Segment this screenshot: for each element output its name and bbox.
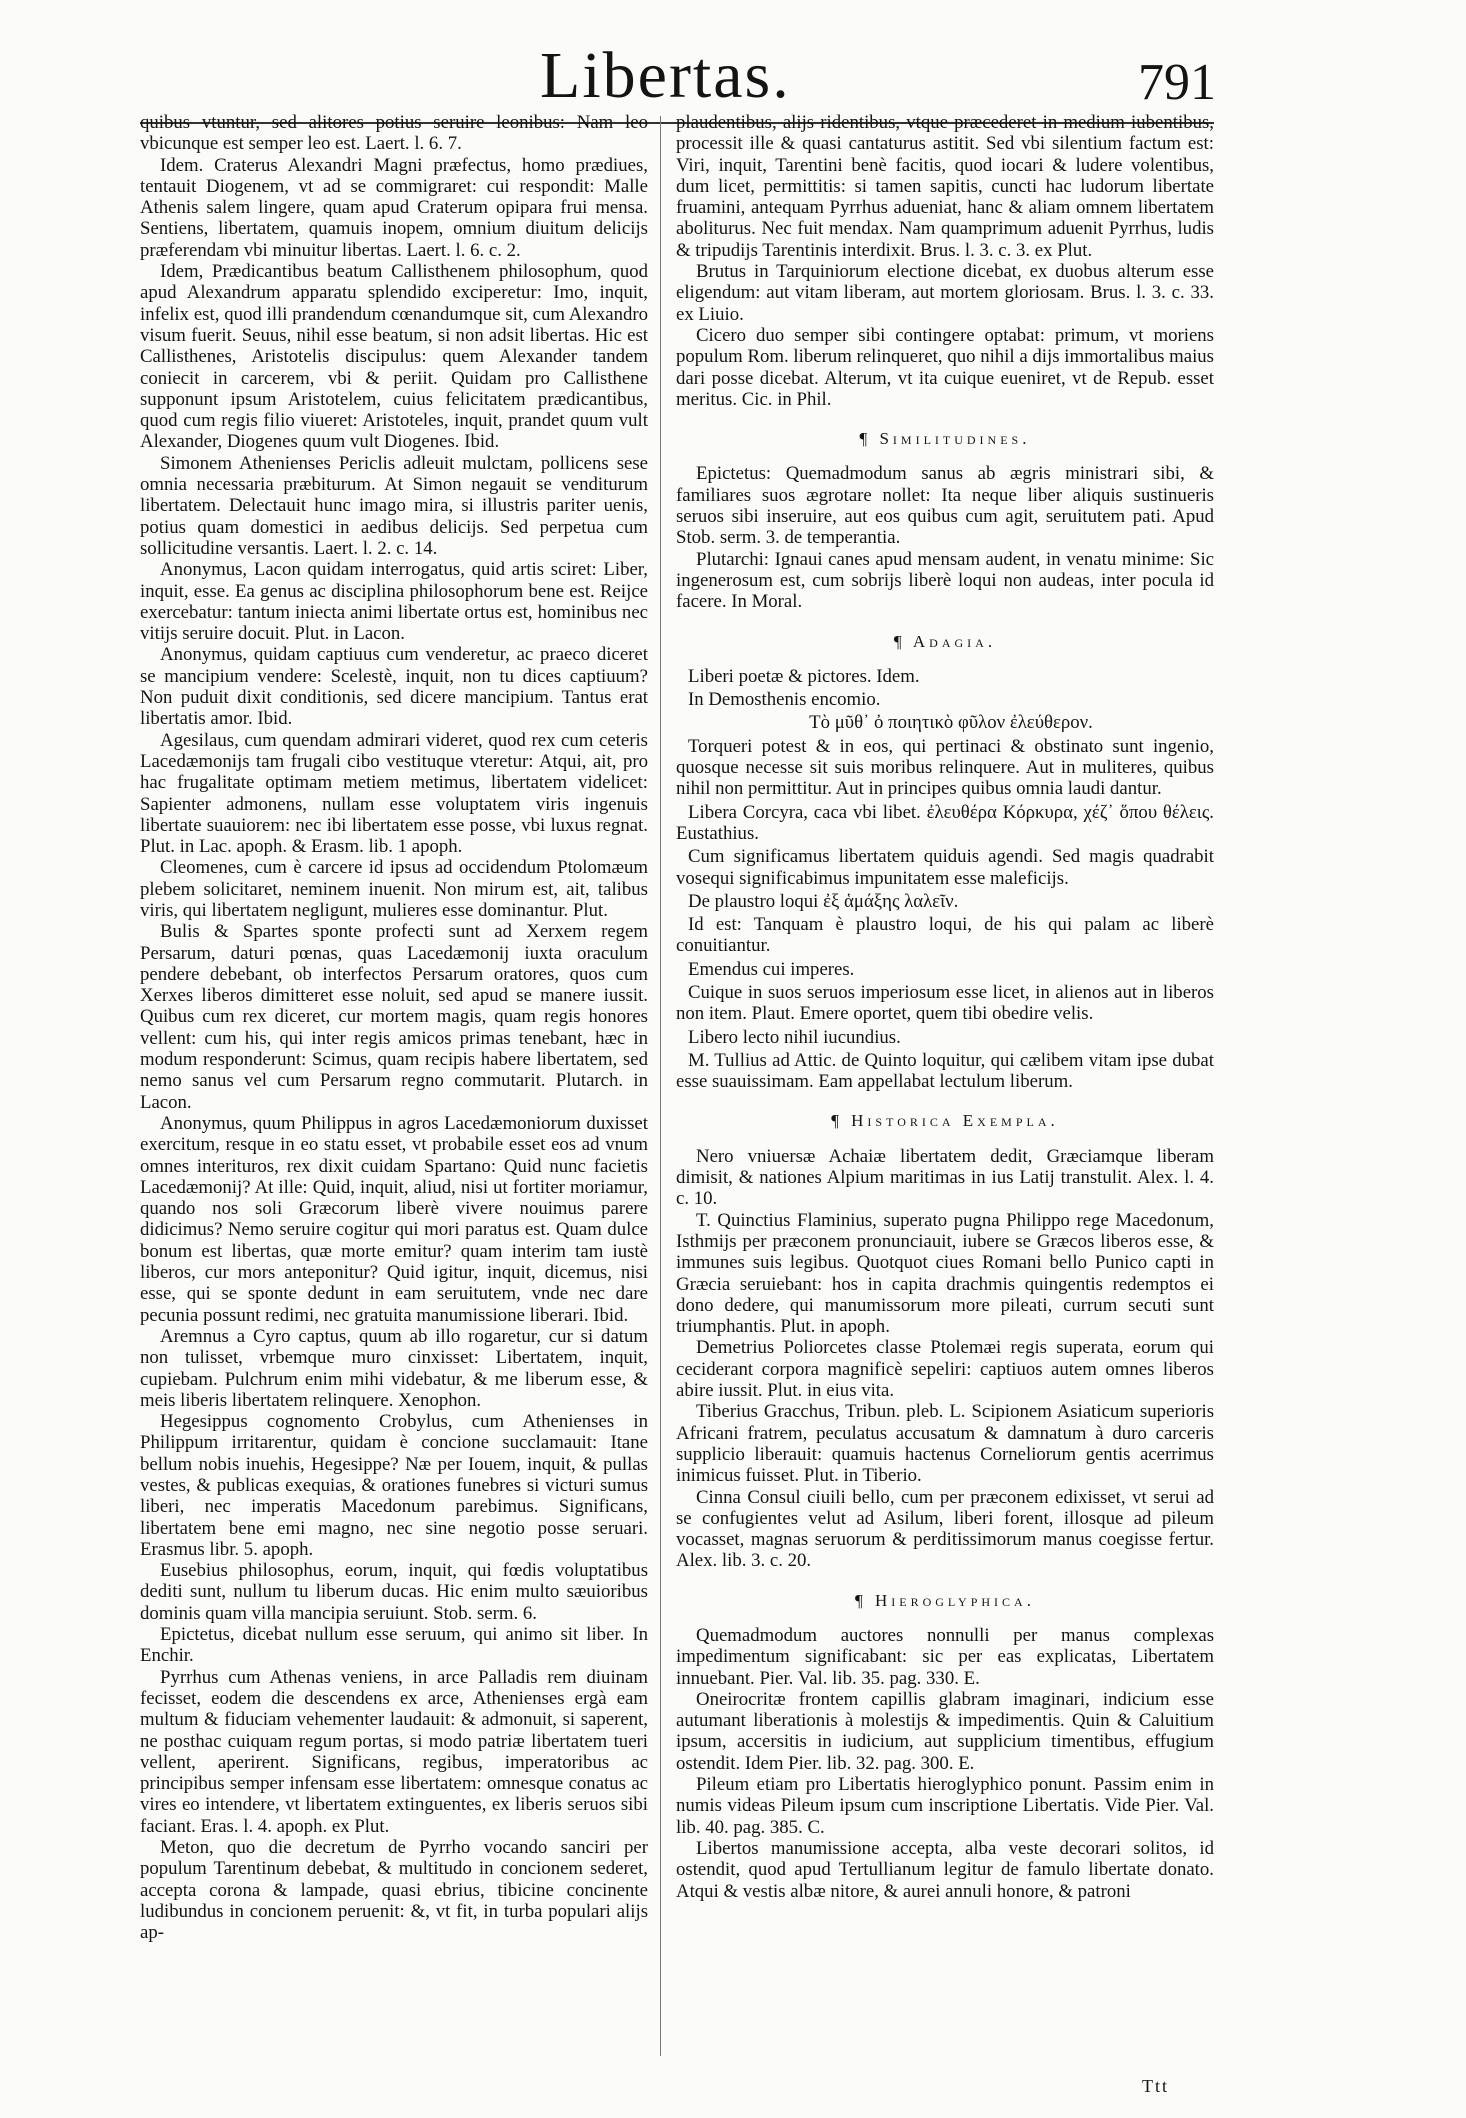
right-paragraph: Brutus in Tarquiniorum electione dicebat, ex duobus alterum esse eligendum: aut vitam liberam, aut mortem gloriosam. Brus. l. 3. c. 33. ex Liuio. bbox=[676, 261, 1214, 325]
hieroglyphicum-entry: Oneirocritæ frontem capillis glabram imaginari, indicium esse autumant liberationis à molestijs & impedimentis. Quin & Caluitium ipsum, accersitis in iudicium, aut supplicium timentibus, effugium ostendit. Idem Pier. lib. 32. pag. 300. E. bbox=[676, 1688, 1214, 1774]
similitudo-entry: Epictetus: Quemadmodum sanus ab ægris ministrari sibi, & familiares suos ægrotare nollet: Ita neque liber aliquis sustinueris seruos sibi inseruire, aut eos quibus cum agit, seruitutem pati. Apud Stob. serm. 3. de temperantia. bbox=[676, 463, 1214, 549]
left-paragraph: Idem. Craterus Alexandri Magni præfectus, homo prædiues, tentauit Diogenem, vt ad se commigraret: cui respondit: Malle Athenis salem lingere, quam apud Craterum opipara frui mensa. Sentiens, libertatem, quamuis inopem, omnium diuitum delicijs præferendam vbi minuitur libertas. Laert. l. 6. c. 2. bbox=[140, 154, 648, 261]
left-paragraph: Meton, quo die decretum de Pyrrho vocando sanciri per populum Tarentinum debebat, & multitudo in concionem sederet, accepta corona & lampade, quasi ebrius, tibicine concinente ludibundus in concionem peruenit: &, vt fit, in turba populari alijs ap- bbox=[140, 1837, 648, 1944]
left-paragraph: Anonymus, quum Philippus in agros Lacedæmoniorum duxisset exercitum, resque in eo statu esset, vt probabile esset eos ad vnum omnes interituros, rex dixit cuidam Spartano: Quid nunc facietis Lacedæmonij? At ille: Quid, inquit, aliud, nisi ut fortiter moriamur, quando nos soli Græcorum liberè vivere nouimus parere didicimus? Nemo seruire cogitur qui mori paratus est. Quam dulce bonum est libertas, quæ morte emitur? quam interim tam iustè liberos, cur mors anteponitur? Quid igitur, inquit, dicemus, nisi esse, qui se sponte dedunt in eam seruitutem, vnde nec dare pecunia possunt redimi, nec gratuita manumissione liberari. Ibid. bbox=[140, 1112, 648, 1326]
left-paragraph: Hegesippus cognomento Crobylus, cum Athenienses in Philippum irritarentur, quidam è concione succlamauit: Itane bellum nobis inuehis, Hegesippe? Næ per Iouem, inquit, & pullas vestes, & publicas exequias, & orationes funebres si victuri sumus liberi, nec imperatis Macedonum parebimus. Significans, libertatem bene emi magno, nec sine negotio posse seruari. Erasmus libr. 5. apoph. bbox=[140, 1411, 648, 1560]
left-column bbox=[140, 112, 648, 2032]
adagium-entry: De plaustro loqui ἐξ ἁμάξης λαλεῖν. bbox=[688, 890, 959, 912]
page-title: Libertas. bbox=[540, 39, 791, 112]
left-paragraph: Anonymus, quidam captiuus cum venderetur, ac praeco diceret se mancipium vendere: Scelestè, inquit, non tu dices captiuum? Non puduit dixit conditionis, sed dicere mancipium. Tantus erat libertatis amor. Ibid. bbox=[140, 644, 648, 730]
exemplum-entry: Cinna Consul ciuili bello, cum per præconem edixisset, vt serui ad se confugientes velut ad Asilum, liberi forent, illosque ad pileum vocasset, magnas seruorum & perditissimorum manus coegisse fertur. Alex. lib. 3. c. 20. bbox=[676, 1486, 1214, 1572]
adagium-entry: Id est: Tanquam è plaustro loqui, de his qui palam ac liberè conuitiantur. bbox=[676, 914, 1214, 957]
adagium-entry: Libera Corcyra, caca vbi libet. ἐλευθέρα Κόρκυρα, χέζ᾽ ὅπου θέλεις. Eustathius. bbox=[676, 801, 1214, 844]
left-paragraph: Epictetus, dicebat nullum esse seruum, qui animo sit liber. In Enchir. bbox=[140, 1624, 648, 1667]
left-paragraph: Idem, Prædicantibus beatum Callisthenem philosophum, quod apud Alexandrum apparatu splendido exciperetur: Imo, inquit, infelix est, quod illi prandendum cœnandumque sit, cum Alexandro visum fuerit. Seuus, nihil esse beatum, si non adsit libertas. Hic est Callisthenes, Aristotelis discipulus: quem Alexander tandem coniecit in carcerem, vbi & periit. Quidam pro Callisthene supponunt ipsum Aristotelem, cuius felicitatem prædicantibus, quod cum regis filio viueret: Aristoteles, inquit, prandet quum vult Alexander, Diogenes quum vult Diogenes. Ibid. bbox=[140, 261, 648, 453]
left-paragraph: Pyrrhus cum Athenas veniens, in arce Palladis rem diuinam fecisset, eodem die descendens ex arce, Athenienses ergà eam multum & fiduciam vehementer laudauit: & admonuit, si saperent, ne posthac cuiquam regum portas, si modo patriæ libertatem tueri vellent, aperirent. Significans, regibus, imperatoribus ac principibus semper infensam esse libertatem: omnesque conatus ac vires eo intendere, vt libertatem extinguentes, ex liberis seruos sibi faciant. Eras. l. 4. apoph. ex Plut. bbox=[140, 1666, 648, 1837]
adagium-entry: Liberi poetæ & pictores. Idem. bbox=[688, 665, 920, 687]
left-paragraph: Anonymus, Lacon quidam interrogatus, quid artis sciret: Liber, inquit, esse. Ea genus ac disciplina philosophorum bene est. Reijce exercebatur: tantum iniecta animi libertate ortus est, hominibus nec vitijs seruire docuit. Plut. in Lacon. bbox=[140, 559, 648, 645]
left-paragraph: Bulis & Spartes sponte profecti sunt ad Xerxem regem Persarum, daturi pœnas, quas Lacedæmonij iuxta oraculum pendere debebant, ob interfectos Persarum oratores, quos cum Xerxes liberos dimitteret esse noluit, sed apud se manere iussit. Quibus cum rex diceret, cur mortem magis, quam regis honores vellent: cum his, qui inter regis amicos primas tenebant, hæc in modum responderunt: Scimus, quam recipis habere libertatem, sed nemo sanus vel cum Persarum regno commutarit. Plutarch. in Lacon. bbox=[140, 921, 648, 1113]
hieroglyphicum-entry: Pileum etiam pro Libertatis hieroglyphico ponunt. Passim enim in numis videas Pileum ipsum cum inscriptione Libertatis. Vide Pier. Val. lib. 40. pag. 385. C. bbox=[676, 1774, 1214, 1838]
signature-mark: Ttt bbox=[1142, 2076, 1169, 2096]
adagium-entry: In Demosthenis encomio. bbox=[688, 689, 881, 711]
page-header bbox=[0, 30, 1466, 125]
left-paragraph: Cleomenes, cum è carcere id ipsus ad occidendum Ptolomæum plebem solicitaret, neminem inuenit. Non mirum est, ait, talibus viris, qui libertatem negligunt, mulieres esse dominantur. Plut. bbox=[140, 857, 648, 921]
section-heading-similitudines: ¶ Similitudines. bbox=[859, 429, 1031, 449]
hieroglyphicum-entry: Quemadmodum auctores nonnulli per manus complexas impedimentum significabant: sic per eas explicatas, Libertatem innuebant. Pier. Val. lib. 35. pag. 330. E. bbox=[676, 1625, 1214, 1689]
left-paragraph: Aremnus a Cyro captus, quum ab illo rogaretur, cur si datum non tulisset, vrbemque muro cinxisset: Libertatem, inquit, cupiebam. Pulchrum enim mihi videbatur, & me liberum esse, & meis liberis libertatem relinquere. Xenophon. bbox=[140, 1325, 648, 1411]
exemplum-entry: T. Quinctius Flaminius, superato pugna Philippo rege Macedonum, Isthmijs per præconem pronunciauit, iubere se Græcos liberos esse, & immunes suis legibus. Quotquot ciues Romani bello Punico capti in Græcia seruiebant: hos in capita drachmis quingentis redemptos ei dono dedere, qui manumissorum more pileati, currum secuti sunt triumphantis. Plut. in apoph. bbox=[676, 1209, 1214, 1338]
right-paragraph: plaudentibus, alijs ridentibus, vtque præcederet in medium iubentibus, processit ille & quasi cantaturus astitit. Sed vbi silentium factum est: Viri, inquit, Tarentini benè facitis, quod iocari & ludere volentibus, dum licet, permittitis: si tamen sapitis, cuncti hac ludorum libertate fruamini, antequam Pyrrhus adueniat, hanc & aliam omnem libertatem aboliturus. Nec fuit mendax. Nam quamprimum aduenit Pyrrhus, ludis & tripudijs Tarentinis interdixit. Brus. l. 3. c. 3. ex Plut. bbox=[676, 112, 1214, 261]
adagium-entry: Cum significamus libertatem quiduis agendi. Sed magis quadrabit vosequi significabimus impunitatem esse maleficijs. bbox=[676, 846, 1214, 889]
adagium-entry: Libero lecto nihil iucundius. bbox=[688, 1026, 901, 1048]
exemplum-entry: Nero vniuersæ Achaiæ libertatem dedit, Græciamque liberam dimisit, & nationes Alpium maritimas in ius Latij transtulit. Alex. l. 4. c. 10. bbox=[676, 1145, 1214, 1210]
left-paragraph: Agesilaus, cum quendam admirari videret, quod rex cum ceteris Lacedæmonijs tam frugali cibo vestituque vteretur: Atqui, ait, pro hac frugalitate optimam metiem metimus, libertatem videlicet: Sapienter admonens, nullam esse voluptatem viris ingenuis libertate suauiorem: nec ibi libertatem esse posse, vbi luxus regnat. Plut. in Lac. apoph. & Erasm. lib. 1 apoph. bbox=[140, 729, 648, 858]
section-heading-exempla: ¶ Historica Exempla. bbox=[831, 1111, 1059, 1131]
left-paragraph: quibus vtuntur, sed alitores potius seruire leonibus: Nam leo vbicunque est semper leo est. Laert. l. 6. 7. bbox=[140, 112, 648, 155]
right-column bbox=[676, 112, 1214, 2072]
adagium-entry: Torqueri potest & in eos, qui pertinaci & obstinato sunt ingenio, quosque necesse sit suis moribus relinquere. Aut in muliteres, quibus nihil non permittitur. Aut in principes quibus omnia laudi dantur. bbox=[676, 735, 1214, 800]
left-paragraph: Simonem Athenienses Periclis adleuit mulctam, pollicens sese omnia necessaria præbiturum. At Simon negauit se venditurum libertatem. Delectauit hunc imago mira, si illustris pariter uenis, potius quam domestici in aedibus delicijs. Sed perpetua cum sollicitudine versantis. Laert. l. 2. c. 14. bbox=[140, 452, 648, 559]
page-number: 791 bbox=[1138, 54, 1216, 111]
exemplum-entry: Tiberius Gracchus, Tribun. pleb. L. Scipionem Asiaticum superioris Africani fratrem, peculatus accusatum & damnatum à duro carceris supplicio liberauit: quamuis hactenus Corneliorum gentis acerrimus inimicus fuisset. Plut. in Tiberio. bbox=[676, 1401, 1214, 1487]
hieroglyphicum-entry: Libertos manumissione accepta, alba veste decorari solitos, id ostendit, quod apud Tertullianum legitur de famulo libertate donato. Atqui & vestis albæ nitore, & aurei annuli honore, & patroni bbox=[676, 1837, 1214, 1902]
adagium-entry: M. Tullius ad Attic. de Quinto loquitur, qui cælibem vitam ipse dubat esse suauissimam. Eam appellabat lectulum liberum. bbox=[676, 1049, 1214, 1093]
adagium-entry: Cuique in suos seruos imperiosum esse licet, in alienos aut in liberos non item. Plaut. Emere oportet, quem tibi obedire velis. bbox=[676, 981, 1214, 1025]
section-heading-adagia: ¶ Adagia. bbox=[893, 631, 997, 651]
similitudo-entry: Plutarchi: Ignaui canes apud mensam audent, in venatu minime: Sic ingenerosum est, cum sobrijs liberè loqui non audeas, inter pocula id facere. In Moral. bbox=[676, 548, 1214, 613]
left-paragraph: Eusebius philosophus, eorum, inquit, qui fœdis voluptatibus dediti sunt, nullum tu liberum ducas. Hic enim multo sæuioribus dominis quam villa mancipia seruiunt. Stob. serm. 6. bbox=[140, 1560, 648, 1624]
adagium-entry: Emendus cui imperes. bbox=[688, 958, 855, 980]
section-heading-hieroglyphica: ¶ Hieroglyphica. bbox=[855, 1590, 1035, 1610]
right-paragraph: Cicero duo semper sibi contingere optabat: primum, vt moriens populum Rom. liberum relinqueret, quo nihil a dijs immortalibus maius dari posse dicebat. Alterum, vt ita cuique eueniret, vt de Repub. esset meritus. Cic. in Phil. bbox=[676, 324, 1214, 410]
column-divider bbox=[660, 116, 661, 2056]
adagium-entry: Τὸ μῦθ᾽ ὀ ποιητικὸ φῦλον ἐλεύθερον. bbox=[809, 712, 1093, 734]
exemplum-entry: Demetrius Poliorcetes classe Ptolemæi regis superata, eorum qui ceciderant corpora magnificè sepeliri: captiuos autem omnes liberos abire iussit. Plut. in eius vita. bbox=[676, 1337, 1214, 1402]
